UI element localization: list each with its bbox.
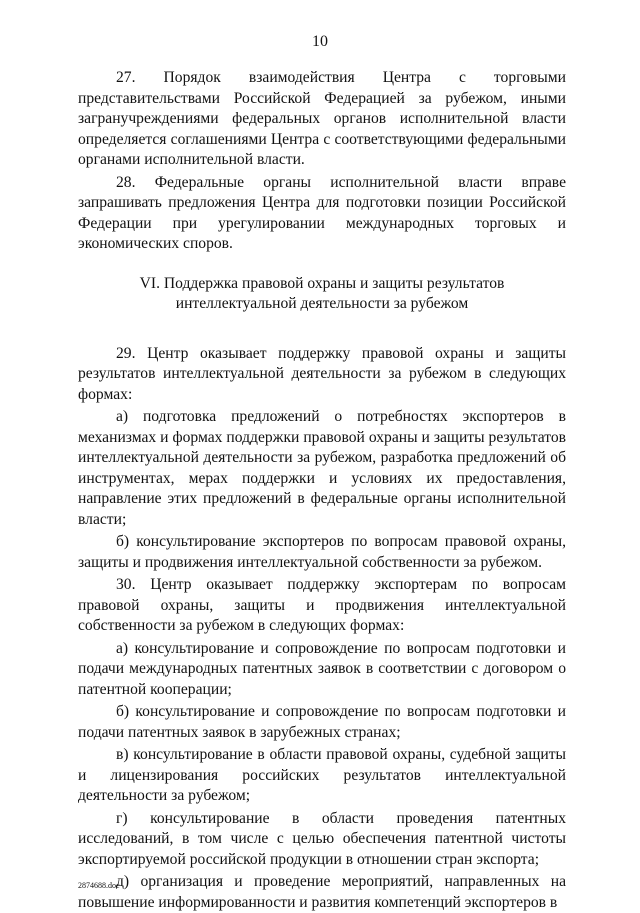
section-heading-line-1: VI. Поддержка правовой охраны и защиты результатов	[139, 274, 505, 292]
paragraph-30-g: г) консультирование в области проведения патентных исследований, в том числе с целью обеспечения патентной чистоты экспортируемой российской продукции в отношении стран экспорта;	[78, 809, 566, 868]
page-number: 10	[312, 33, 328, 50]
paragraph-30-d: д) организация и проведение мероприятий, направленных на повышение информированности и развития компетенций экспортеров в	[78, 873, 566, 911]
paragraph-30-a: а) консультирование и сопровождение по вопросам подготовки и подачи международных патентных заявок в соответствии с договором о патентной кооперации;	[78, 639, 566, 698]
section-heading-line-2: интеллектуальной деятельности за рубежом	[175, 295, 469, 312]
footer-filename: 2874688.doc	[78, 881, 120, 890]
paragraph-29-b: б) консультирование экспортеров по вопросам правовой охраны, защиты и продвижения интеллектуальной собственности за рубежом.	[78, 533, 566, 571]
paragraph-30-b: б) консультирование и сопровождение по вопросам подготовки и подачи патентных заявок в зарубежных странах;	[78, 703, 566, 741]
document-body	[78, 68, 566, 913]
paragraph-27: 27. Порядок взаимодействия Центра с торговыми представительствами Российской Федерацией за рубежом, иными загранучреждениями федеральных органов исполнительной власти определяется соглашениями Центра с соответствующими федеральными органами исполнительной власти.	[78, 69, 566, 168]
paragraph-29: 29. Центр оказывает поддержку правовой охраны и защиты результатов интеллектуальной деятельности за рубежом в следующих формах:	[78, 344, 566, 403]
paragraph-30-v: в) консультирование в области правовой охраны, судебной защиты и лицензирования российских результатов интеллектуальной деятельности за рубежом;	[78, 746, 566, 804]
paragraph-29-a: а) подготовка предложений о потребностях экспортеров в механизмах и формах поддержки правовой охраны и защиты результатов интеллектуальной деятельности за рубежом, разработка предложений об инструментах, мерах поддержки и условиях их предоставления, направление этих предложений в федеральные органы исполнительной власти;	[78, 408, 566, 528]
paragraph-28: 28. Федеральные органы исполнительной власти вправе запрашивать предложения Центра для подготовки позиции Российской Федерации при урегулировании международных торговых и экономических споров.	[78, 173, 566, 252]
paragraph-30: 30. Центр оказывает поддержку экспортерам по вопросам правовой охраны, защиты и продвижения интеллектуальной собственности за рубежом в следующих формах:	[78, 576, 566, 634]
section-heading	[78, 274, 566, 315]
